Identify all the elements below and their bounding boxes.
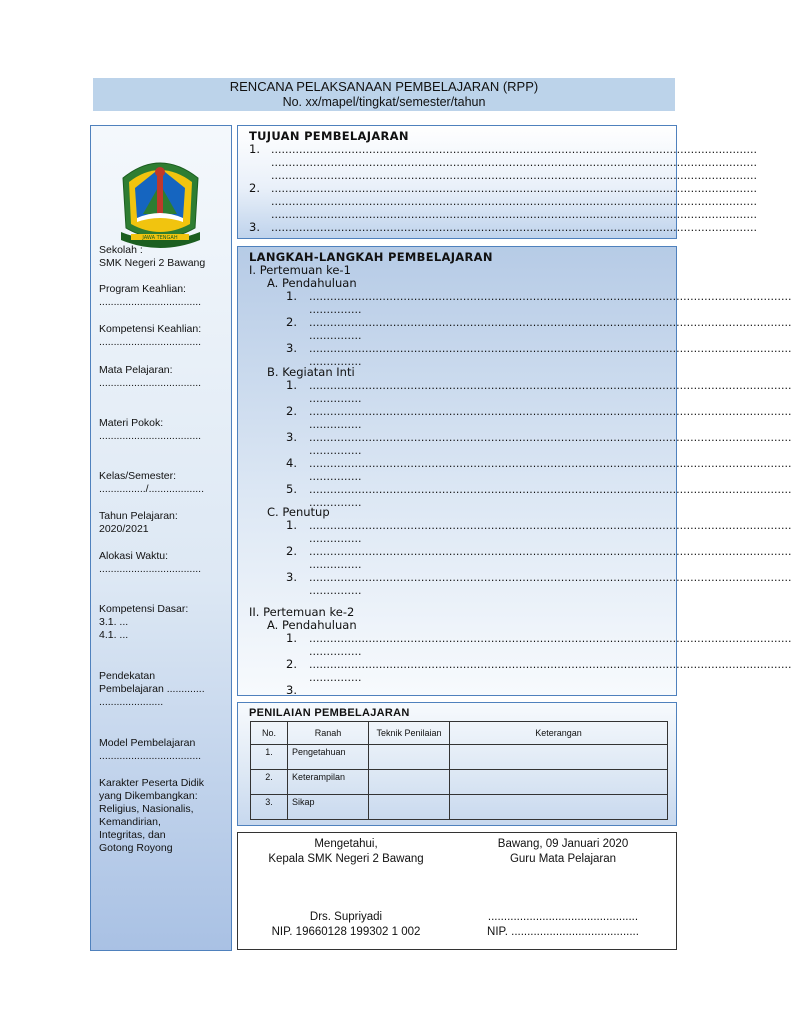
dotted-line: ...........................................................................................................................................	[271, 156, 758, 169]
dotted-line: ...........................................................................................................................................	[271, 221, 758, 234]
step-number: 2.	[286, 404, 297, 418]
dotted-line: ..........................................................................................................................................	[309, 571, 792, 584]
row-keterangan	[450, 745, 668, 770]
pertemuan-2-heading: II. Pertemuan ke-2	[249, 605, 355, 619]
field-model-pembelajaran: Model Pembelajaran ...................................	[99, 737, 202, 762]
row-keterangan	[450, 770, 668, 795]
teacher-name: ............................................... NIP. ........................................	[487, 911, 639, 938]
signature-right: Bawang, 09 Januari 2020 Guru Mata Pelajaran	[497, 838, 629, 865]
document-header	[93, 78, 675, 111]
dotted-line: ...........................................................................................................................................	[271, 169, 758, 182]
dotted-line: ...............	[309, 444, 362, 457]
dotted-line: ...............	[309, 392, 362, 405]
field-program-keahlian: Program Keahlian: ...................................	[99, 283, 202, 308]
dotted-line: ..........................................................................................................................................	[309, 483, 792, 496]
tujuan-title: TUJUAN PEMBELAJARAN	[249, 129, 409, 143]
penilaian-table	[250, 721, 668, 820]
step-number: 1.	[286, 289, 297, 303]
table-row	[251, 770, 668, 795]
step-number: 2.	[286, 315, 297, 329]
step-number: 2.	[286, 657, 297, 671]
dotted-line: ...............	[309, 303, 362, 316]
dotted-line: ...............	[309, 418, 362, 431]
svg-text:JAWA TENGAH: JAWA TENGAH	[142, 235, 178, 241]
tujuan-number: 1.	[249, 142, 260, 156]
step-number: 1.	[286, 518, 297, 532]
dotted-line: ...............	[309, 496, 362, 509]
column-header: Ranah	[288, 722, 369, 745]
langkah-title: LANGKAH-LANGKAH PEMBELAJARAN	[249, 250, 493, 264]
tujuan-number: 3.	[249, 220, 260, 234]
field-karakter: Karakter Peserta Didik yang Dikembangkan: Religius, Nasionalis, Kemandirian, Integritas, dan Gotong Royong	[99, 777, 205, 854]
dotted-line: ..........................................................................................................................................	[309, 658, 792, 671]
dotted-line: ..........................................................................................................................................	[309, 457, 792, 470]
row-number: 3.	[251, 795, 288, 820]
dotted-line: ..........................................................................................................................................	[309, 519, 792, 532]
dotted-line: ...............	[309, 584, 362, 597]
tujuan-number: 2.	[249, 181, 260, 195]
signature-section	[237, 832, 677, 950]
row-number: 1.	[251, 745, 288, 770]
step-number: 1.	[286, 378, 297, 392]
column-header: Teknik Penilaian	[369, 722, 450, 745]
step-number: 1.	[286, 631, 297, 645]
row-teknik	[369, 795, 450, 820]
row-teknik	[369, 745, 450, 770]
dotted-line: ...............	[309, 355, 362, 368]
langkah-section	[237, 246, 792, 697]
dotted-line: ...........................................................................................................................................	[271, 195, 758, 208]
document-number: No. xx/mapel/tingkat/semester/tahun	[282, 95, 486, 109]
field-kelas-semester: Kelas/Semester: ................/...................	[99, 470, 205, 495]
identity-sidebar	[90, 125, 232, 951]
field-sekolah: Sekolah : SMK Negeri 2 Bawang	[99, 244, 206, 269]
dotted-line: ...............	[309, 558, 362, 571]
dotted-line: ..........................................................................................................................................	[309, 342, 792, 355]
step-number: 3.	[286, 683, 297, 697]
table-header-row	[251, 722, 668, 745]
step-number: 3.	[286, 570, 297, 584]
step-number: 5.	[286, 482, 297, 496]
dotted-line: ...........................................................................................................................................	[271, 208, 758, 221]
field-kompetensi-dasar: Kompetensi Dasar: 3.1. ... 4.1. ...	[99, 603, 189, 641]
document-title: RENCANA PELAKSANAAN PEMBELAJARAN (RPP)	[229, 79, 539, 94]
row-teknik	[369, 770, 450, 795]
kegiatan-inti-heading: B. Kegiatan Inti	[267, 365, 355, 379]
row-number: 2.	[251, 770, 288, 795]
step-number: 3.	[286, 341, 297, 355]
step-number: 4.	[286, 456, 297, 470]
field-alokasi-waktu: Alokasi Waktu: ...................................	[99, 550, 202, 575]
step-number: 2.	[286, 544, 297, 558]
penilaian-section	[237, 702, 677, 826]
dotted-line: ..........................................................................................................................................	[309, 545, 792, 558]
headmaster-name: Drs. Supriyadi NIP. 19660128 199302 1 002	[271, 911, 421, 938]
dotted-line: ...........................................................................................................................................	[271, 182, 758, 195]
penutup-heading: C. Penutup	[267, 505, 330, 519]
row-ranah: Pengetahuan	[288, 745, 369, 770]
dotted-line: ...........................................................................................................................................	[271, 143, 758, 156]
column-header: No.	[251, 722, 288, 745]
field-tahun-pelajaran: Tahun Pelajaran: 2020/2021	[99, 510, 178, 535]
dotted-line: ...............	[309, 671, 362, 684]
field-mata-pelajaran: Mata Pelajaran: ...................................	[99, 364, 202, 389]
field-materi-pokok: Materi Pokok: ...................................	[99, 417, 202, 442]
penilaian-title: PENILAIAN PEMBELAJARAN	[249, 707, 410, 719]
dotted-line: ..........................................................................................................................................	[309, 405, 792, 418]
tujuan-section	[237, 125, 758, 239]
dotted-line: ..........................................................................................................................................	[309, 632, 792, 645]
field-kompetensi-keahlian: Kompetensi Keahlian: ...................................	[99, 323, 202, 348]
table-row	[251, 795, 668, 820]
jawa-tengah-emblem-icon	[113, 148, 208, 258]
dotted-line: ...............	[309, 329, 362, 342]
dotted-line: ...............	[309, 470, 362, 483]
dotted-line: ..........................................................................................................................................	[309, 316, 792, 329]
table-row	[251, 745, 668, 770]
pertemuan-1-heading: I. Pertemuan ke-1	[249, 263, 351, 277]
row-keterangan	[450, 795, 668, 820]
dotted-line: ...............	[309, 532, 362, 545]
row-ranah: Sikap	[288, 795, 369, 820]
dotted-line: ..........................................................................................................................................	[309, 290, 792, 303]
step-number: 3.	[286, 430, 297, 444]
row-ranah: Keterampilan	[288, 770, 369, 795]
signature-left: Mengetahui, Kepala SMK Negeri 2 Bawang	[268, 838, 424, 865]
pendahuluan-heading: A. Pendahuluan	[267, 276, 357, 290]
column-header: Keterangan	[450, 722, 668, 745]
dotted-line: ..........................................................................................................................................	[309, 379, 792, 392]
pendahuluan-heading: A. Pendahuluan	[267, 618, 357, 632]
dotted-line: ..........................................................................................................................................	[309, 431, 792, 444]
field-pendekatan: Pendekatan Pembelajaran ............. ......................	[99, 670, 205, 708]
dotted-line: ...............	[309, 645, 362, 658]
